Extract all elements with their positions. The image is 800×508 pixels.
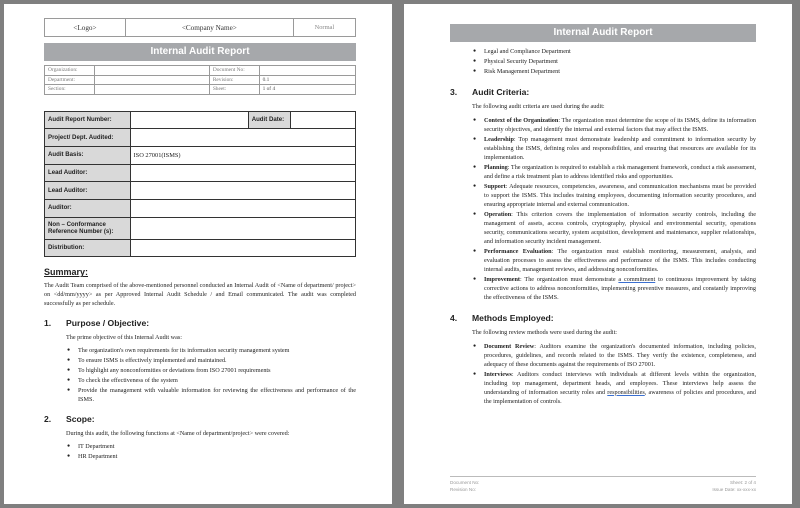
methods-list (484, 343, 756, 407)
audit-date-label: Audit Date: (248, 111, 290, 129)
list-item: ● To check the effectiveness of the system (78, 377, 356, 386)
meta-value (94, 75, 209, 85)
lead-auditor-label: Lead Auditor: (45, 182, 131, 200)
section-intro: The prime objective of this Internal Audit was: (66, 334, 182, 342)
list-item: ● Provide the management with valuable information for reviewing the effectiveness and performance of the ISMS. (78, 387, 356, 405)
logo-placeholder: <Logo> (45, 19, 126, 37)
list-text: : The organization must establish monitoring, measurement, analysis, and evaluation processes to assess the effectiveness and performance of the ISMS. This includes conducting internal audits, management reviews, and addressing nonconformities. (484, 247, 756, 273)
audit-report-number-label: Audit Report Number: (45, 111, 131, 129)
list-text: : Auditors conduct interviews with individuals at different levels within the organization, including top management, department heads, and employees. These interviews help assess the understanding of information security roles and (484, 370, 756, 396)
list-text: , awareness of policies and procedures, and the implementation of controls. (484, 388, 756, 405)
page-1-content (44, 18, 356, 463)
summary-text: The Audit Team comprised of the above-mentioned personnel conducted an Internal Audit of <Name of department/ project> on <dd/mm/yyyy> as per Approved Internal Audit Schedule / and Email communicated. The audit was completed successfully as per schedule. (44, 282, 356, 308)
meta-label: Section: (45, 85, 95, 95)
meta-value (94, 66, 209, 76)
distribution-label: Distribution: (45, 239, 131, 257)
list-term: Performance Evaluation (484, 247, 552, 255)
list-item: ● To highlight any nonconformities or deviations from ISO 27001 requirements (78, 367, 356, 376)
list-term: Leadership (484, 135, 514, 143)
table-row (45, 111, 356, 129)
footer-sheet: Sheet: 2 of 4 (729, 480, 756, 486)
list-term: Context of the Organization (484, 116, 559, 124)
section-heading (450, 313, 756, 323)
list-text: : The organization must determine the scope of its ISMS, define its information security objectives, and identify the internal and external factors that may affect the ISMS. (484, 116, 757, 133)
meta-value: 1 of 4 (259, 85, 355, 95)
page-2-content (450, 24, 756, 408)
project-label: Project/ Dept. Audited: (45, 129, 131, 147)
table-row (45, 199, 356, 217)
list-item (484, 276, 756, 303)
section-number: 2. (44, 414, 52, 425)
list-text: : Adequate resources, competencies, awareness, and communication mechanisms must be provided to support the ISMS. This includes training employees, documenting information security procedures, and ensuring appropriate internal and external communication. (484, 182, 756, 208)
list-text: : The organization is required to establish a risk management framework, conduct a risk assessment, and define a risk treatment plan to address identified risks and opportunities. (484, 163, 756, 180)
table-row (45, 239, 356, 257)
list-term: Document Review (484, 342, 535, 350)
list-item: ● To ensure ISMS is effectively implemented and maintained. (78, 357, 356, 366)
footer-row (450, 487, 756, 494)
scope-list-continued (484, 48, 756, 77)
meta-value: 0.1 (259, 75, 355, 85)
section-number: 4. (450, 312, 458, 323)
meta-label: Sheet: (209, 85, 259, 95)
list-term: Interviews (484, 370, 512, 378)
meta-table (44, 65, 356, 95)
ncr-label: Non – Conformance Reference Number (s): (45, 217, 131, 239)
list-item (484, 343, 756, 370)
list-text: : Auditors examine the organization's documented information, including policies, procedures, guidelines, and records related to the ISMS. They verify the existence, completeness, and adequacy of these documents against the requirements of ISO 27001. (484, 342, 756, 368)
section-intro: The following review methods were used during the audit: (472, 328, 618, 336)
footer-revision: Revision No: (450, 487, 477, 493)
purpose-list (78, 347, 356, 405)
list-term: Improvement (484, 275, 520, 283)
criteria-list (484, 117, 756, 303)
meta-value (259, 66, 355, 76)
meta-row (45, 66, 356, 76)
section-heading (44, 318, 356, 328)
meta-label: Document No: (209, 66, 259, 76)
list-item (484, 183, 756, 210)
audit-table (44, 111, 356, 258)
footer-doc-no: Document No: (450, 480, 480, 486)
section-title: Purpose / Objective: (66, 318, 150, 329)
list-item: ● Legal and Compliance Department (484, 48, 756, 57)
table-row (45, 164, 356, 182)
section-number: 3. (450, 86, 458, 97)
list-item (484, 211, 756, 247)
list-text: to continuous improvement by taking corrective actions to address nonconformities, implementing preventive measures, and constantly improving the effectiveness of the ISMS. (484, 275, 756, 301)
audit-basis-label: Audit Basis: (45, 146, 131, 164)
section-intro: During this audit, the following functions at <Name of department/project> were covered: (66, 430, 290, 438)
section-title: Audit Criteria: (472, 86, 530, 97)
list-text: : The organization must demonstrate (519, 275, 619, 283)
list-item (484, 371, 756, 407)
list-item (484, 164, 756, 182)
list-item: ● Physical Security Department (484, 58, 756, 67)
report-title: Internal Audit Report (44, 43, 356, 61)
list-item (484, 117, 756, 135)
table-row (45, 129, 356, 147)
meta-row (45, 85, 356, 95)
report-title: Internal Audit Report (450, 24, 756, 42)
spelling-flag: a commitment (618, 275, 656, 283)
section-heading (44, 414, 356, 424)
list-item: ● HR Department (78, 453, 356, 462)
page-2 (404, 4, 792, 504)
lead-auditor-label: Lead Auditor: (45, 164, 131, 182)
summary-heading: Summary: (44, 267, 89, 278)
style-label: Normal (293, 19, 355, 37)
table-row (45, 182, 356, 200)
meta-label: Organization: (45, 66, 95, 76)
section-number: 1. (44, 318, 52, 329)
section-heading (450, 87, 756, 97)
section-title: Methods Employed: (472, 312, 554, 323)
list-item: ● IT Department (78, 443, 356, 452)
table-row (45, 146, 356, 164)
auditor-label: Auditor: (45, 199, 131, 217)
lead-auditor-value[interactable] (130, 182, 355, 200)
list-item: ● The organization's own requirements for its information security management system (78, 347, 356, 356)
section-intro: The following audit criteria are used during the audit: (472, 102, 605, 110)
ncr-value[interactable] (130, 217, 355, 239)
list-term: Operation (484, 210, 512, 218)
header-table (44, 18, 356, 37)
audit-date-value[interactable] (290, 111, 355, 129)
audit-report-number-value[interactable] (130, 111, 248, 129)
meta-label: Revision: (209, 75, 259, 85)
list-item: ● Risk Management Department (484, 68, 756, 77)
footer-issue-date: Issue Date: xx-xxx-xx (712, 487, 756, 493)
auditor-value[interactable] (130, 199, 355, 217)
audit-basis-value[interactable]: ISO 27001(ISMS) (130, 146, 355, 164)
company-name: <Company Name> (125, 19, 293, 37)
list-item (484, 248, 756, 275)
list-text: : Top management must demonstrate leadership and commitment to information security by establishing the ISMS, defining roles and responsibilities, and ensuring that resources are available for its implementation. (484, 135, 756, 161)
page-1 (4, 4, 392, 504)
table-row (45, 217, 356, 239)
list-item (484, 136, 756, 163)
list-term: Support (484, 182, 506, 190)
meta-row (45, 75, 356, 85)
meta-value (94, 85, 209, 95)
meta-label: Department: (45, 75, 95, 85)
footer-row (450, 480, 756, 487)
distribution-value[interactable] (130, 239, 355, 257)
spelling-flag: responsibilities (607, 388, 645, 396)
project-value[interactable] (130, 129, 355, 147)
section-title: Scope: (66, 414, 95, 425)
lead-auditor-value[interactable] (130, 164, 355, 182)
list-term: Planning (484, 163, 508, 171)
scope-list (78, 443, 356, 462)
page-footer (450, 476, 756, 494)
list-text: : This criterion covers the implementation of information security controls, including the management of assets, access controls, cryptography, physical and environmental security, operations security, communications security, system acquisition, development and maintenance, supplier relationships, and information security incident management. (484, 210, 756, 245)
